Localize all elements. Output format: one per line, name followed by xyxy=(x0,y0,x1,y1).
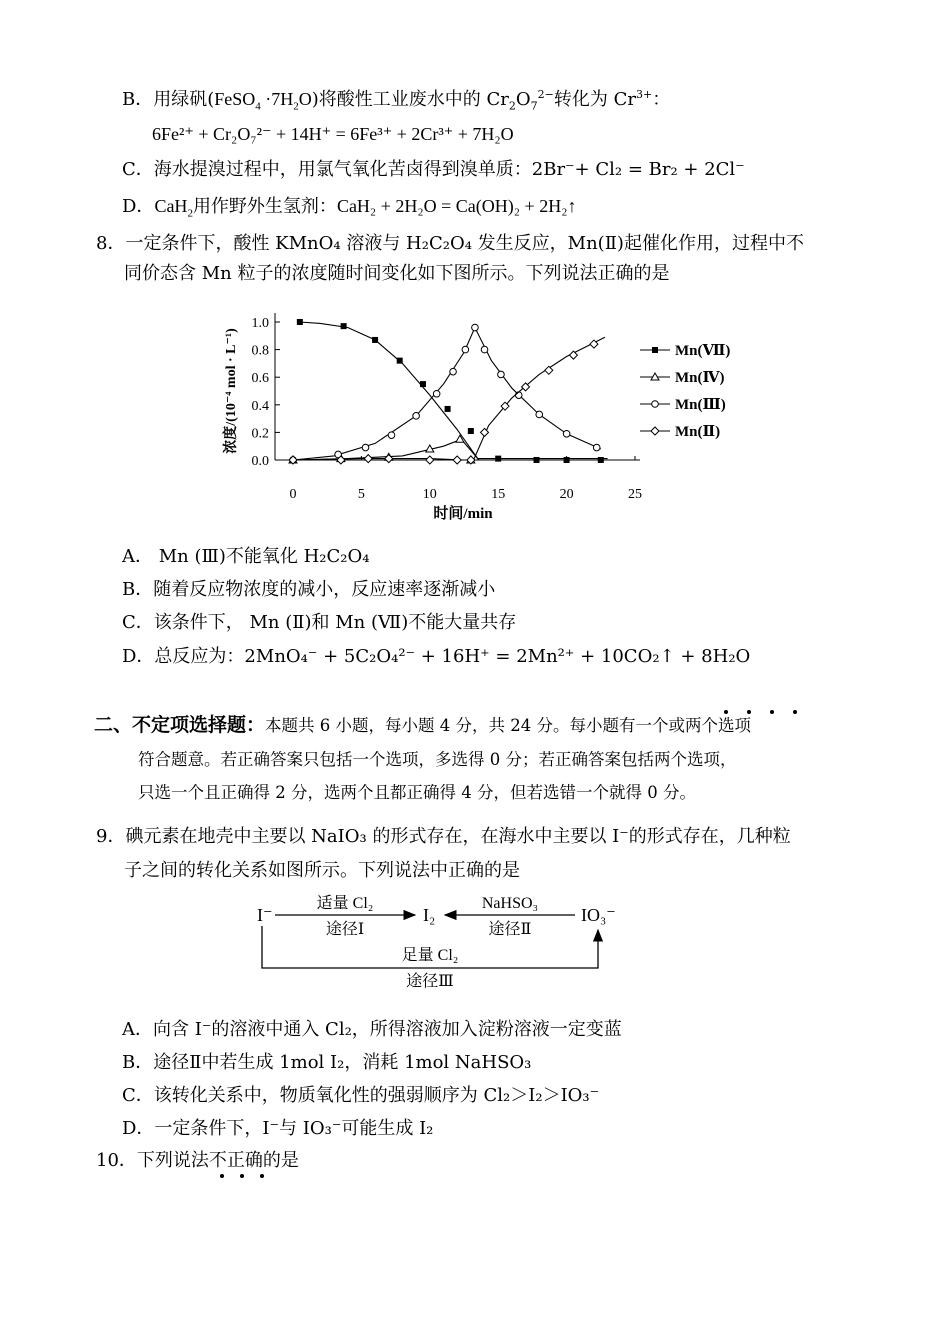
section2-instructions-1: 本题共 6 小题，每小题 4 分，共 24 分。每小题有一个或两个选项 xyxy=(265,716,751,735)
section2-instructions-3: 只选一个且正确得 2 分，选两个且都正确得 4 分，但若选错一个就得 0 分。 xyxy=(138,783,696,802)
q8-stem-line1: 8．一定条件下，酸性 KMnO₄ 溶液与 H₂C₂O₄ 发生反应，Mn(Ⅱ)起催化作用，过程中不 xyxy=(96,233,804,254)
section2-heading xyxy=(94,714,751,737)
legend-label: Mn(Ⅳ) xyxy=(675,370,725,386)
q8-option-d[interactable]: D．总反应为：2MnO₄⁻ + 5C₂O₄²⁻ + 16H⁺ = 2Mn²⁺ + 10CO₂↑ + 8H₂O xyxy=(122,646,751,667)
data-point xyxy=(445,406,451,412)
data-point xyxy=(652,401,659,408)
data-point xyxy=(651,427,659,435)
node-iodine: I₂ xyxy=(423,905,436,925)
data-point xyxy=(433,390,440,397)
data-point xyxy=(536,411,543,418)
q9-stem-line1: 9．碘元素在地壳中主要以 NaIO₃ 的形式存在，在海水中主要以 I⁻的形式存在，几种粒 xyxy=(96,826,791,847)
data-point xyxy=(297,319,303,325)
data-point xyxy=(426,456,434,464)
section2-instructions-2: 符合题意。若正确答案只包括一个选项，多选得 0 分；若正确答案包括两个选项， xyxy=(138,750,737,769)
emphasis-dot xyxy=(240,1174,244,1178)
q9-option-d[interactable]: D．一定条件下，I⁻与 IO₃⁻可能生成 I₂ xyxy=(122,1118,434,1139)
data-point xyxy=(397,358,403,364)
data-point xyxy=(453,456,461,464)
emphasis-dot xyxy=(220,1174,224,1178)
emphasis-dot xyxy=(747,710,751,714)
q8-option-b[interactable]: B．随着反应物浓度的减小，反应速率逐渐减小 xyxy=(122,579,496,600)
legend-label: Mn(Ⅱ) xyxy=(675,424,721,440)
y-tick-label: 0.6 xyxy=(251,371,269,387)
section2-title: 二、不定项选择题： xyxy=(94,714,266,736)
q8-option-a[interactable]: A． Mn (Ⅲ)不能氧化 H₂C₂O₄ xyxy=(122,546,370,567)
x-tick-label: 10 xyxy=(422,487,437,502)
data-point xyxy=(598,457,604,463)
data-point xyxy=(593,444,600,451)
data-point xyxy=(534,457,540,463)
data-point xyxy=(388,432,395,439)
mn-concentration-chart xyxy=(215,305,735,530)
route-3-label: 途径Ⅲ xyxy=(406,973,454,990)
y-axis-label: 浓度/(10⁻⁴ mol · L⁻¹) xyxy=(224,328,239,454)
data-point xyxy=(364,455,372,463)
x-tick-label: 0 xyxy=(289,487,297,502)
x-tick-label: 20 xyxy=(559,487,574,502)
data-point xyxy=(498,371,505,378)
data-point xyxy=(481,346,488,353)
y-tick-label: 0.0 xyxy=(251,454,269,469)
data-point xyxy=(420,381,426,387)
iodine-conversion-diagram xyxy=(255,888,625,993)
q7-option-b[interactable]: B．用绿矾(FeSO$_4$ $\cdot 7H_2O$)将酸性工业废水中的 $Cr_2O_7^{2-}$转化为 $Cr^{3+}$： xyxy=(122,88,671,113)
q9-option-b[interactable]: B．途径Ⅱ中若生成 1mol I₂，消耗 1mol NaHSO₃ xyxy=(122,1052,532,1073)
data-point xyxy=(385,455,393,463)
emphasis-dot xyxy=(793,710,797,714)
data-point xyxy=(652,347,658,353)
route-1-label: 途径Ⅰ xyxy=(325,921,365,938)
data-point xyxy=(372,337,378,343)
data-point xyxy=(468,428,474,434)
data-point xyxy=(450,368,457,375)
legend-label: Mn(Ⅲ) xyxy=(675,397,726,413)
data-point xyxy=(341,323,347,329)
emphasis-dot xyxy=(770,710,774,714)
data-point xyxy=(569,351,577,359)
data-point xyxy=(545,366,553,374)
series-line xyxy=(300,322,608,459)
x-tick-label: 5 xyxy=(357,487,365,502)
series-line xyxy=(293,337,605,460)
data-point xyxy=(495,456,501,462)
data-point xyxy=(456,435,464,442)
route-2-reagent: NaHSO₃ xyxy=(481,895,539,912)
node-iodide: I⁻ xyxy=(257,905,273,925)
q9-stem-line2: 子之间的转化关系如图所示。下列说法中正确的是 xyxy=(124,860,520,881)
y-tick-label: 0.8 xyxy=(251,343,269,359)
x-tick-label: 25 xyxy=(628,487,642,502)
y-tick-label: 0.4 xyxy=(251,398,269,414)
node-iodate: IO₃⁻ xyxy=(581,905,616,925)
y-tick-label: 0.2 xyxy=(251,426,269,442)
route-3-reagent: 足量 Cl₂ xyxy=(401,947,459,964)
emphasis-dot xyxy=(260,1174,264,1178)
route-1-reagent: 适量 Cl₂ xyxy=(316,895,374,912)
q9-option-c[interactable]: C．该转化关系中，物质氧化性的强弱顺序为 Cl₂＞I₂＞IO₃⁻ xyxy=(122,1085,600,1106)
q7-option-b-equation: 6Fe²⁺ + Cr₂O₇²⁻ + 14H⁺ = 6Fe³⁺ + 2Cr³⁺ + 7H₂O xyxy=(152,124,514,144)
data-point xyxy=(515,392,522,399)
q7-option-d[interactable]: D．CaH$_2$用作野外生氢剂：CaH₂ + 2H₂O = Ca(OH)₂ + 2H₂↑ xyxy=(122,196,577,220)
data-point xyxy=(472,324,479,331)
q9-option-a[interactable]: A．向含 I⁻的溶液中通入 Cl₂，所得溶液加入淀粉溶液一定变蓝 xyxy=(122,1019,622,1040)
x-tick-label: 15 xyxy=(491,487,506,502)
data-point xyxy=(362,444,369,451)
data-point xyxy=(564,457,570,463)
data-point xyxy=(413,413,420,420)
q10-stem: 10．下列说法不正确的是 xyxy=(96,1150,299,1171)
data-point xyxy=(462,346,469,353)
emphasis-dot xyxy=(724,710,728,714)
route-2-label: 途径Ⅱ xyxy=(488,921,532,938)
y-tick-label: 1.0 xyxy=(251,316,269,331)
q8-stem-line2: 同价态含 Mn 粒子的浓度随时间变化如下图所示。下列说法正确的是 xyxy=(124,263,670,284)
q7-option-c[interactable]: C．海水提溴过程中，用氯气氧化苦卤得到溴单质：2Br⁻+ Cl₂ = Br₂ + 2Cl⁻ xyxy=(122,159,745,180)
q7-option-d-equation: CaH₂ + 2H₂O = Ca(OH)₂ + 2H₂↑ xyxy=(336,196,577,216)
data-point xyxy=(563,430,570,437)
series-line xyxy=(293,328,601,461)
x-axis-label: 时间/min xyxy=(433,506,493,522)
q8-option-c[interactable]: C．该条件下， Mn (Ⅱ)和 Mn (Ⅶ)不能大量共存 xyxy=(122,612,517,633)
legend-label: Mn(Ⅶ) xyxy=(675,343,731,359)
